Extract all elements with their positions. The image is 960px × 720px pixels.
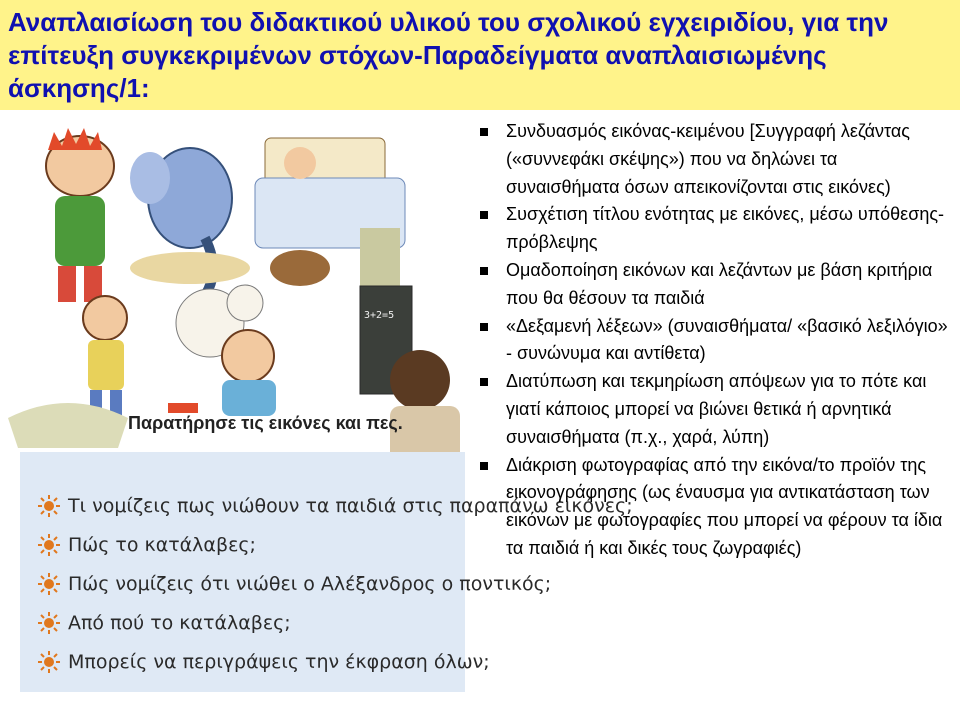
title-line: Αναπλαισίωση του διδακτικού υλικού του σχολικού εγχειριδίου, για την (8, 7, 889, 37)
bullet-item: Ομαδοποίηση εικόνων και λεζάντων με βάση κριτήρια που θα θέσουν τα παιδιά (474, 257, 952, 313)
bed-scene (255, 138, 405, 288)
sad-child-figure (83, 296, 127, 418)
bullet-list (474, 118, 952, 563)
sun-icon (38, 495, 60, 517)
illustration-caption: Παρατήρησε τις εικόνες και πες. (128, 413, 403, 433)
bullet-item: Συσχέτιση τίτλου ενότητας με εικόνες, μέσω υπόθεσης-πρόβλεψης (474, 201, 952, 257)
question-item (38, 564, 633, 603)
bullet-item: Διατύπωση και τεκμηρίωση απόψεων για το πότε και γιατί κάποιος μπορεί να βιώνει θετικά ή αρνητικά συναισθήματα (π.χ., χαρά, λύπη) (474, 368, 952, 451)
chalkboard-text: 3+2=5 (364, 310, 395, 321)
question-text: Τι νομίζεις πως νιώθουν τα παιδιά στις παραπάνω εικόνες; (68, 494, 633, 517)
elephant-toy-figure (130, 148, 250, 308)
bullet-item: Συνδυασμός εικόνας-κειμένου [Συγγραφή λεζάντας («συννεφάκι σκέψης») που να δηλώνει τα συναισθήματα όσων απεικονίζονται στις εικόνες) (474, 118, 952, 201)
question-item (38, 642, 633, 681)
slide-title (8, 6, 952, 105)
bullet-item: «Δεξαμενή λέξεων» (συναισθήματα/ «βασικό λεξιλόγιο» - συνώνυμα και αντίθετα) (474, 313, 952, 369)
question-text: Πώς το κατάλαβες; (68, 533, 256, 556)
question-item (38, 603, 633, 642)
title-line: άσκησης/1: (8, 73, 150, 103)
angry-child-figure (46, 128, 114, 302)
sun-icon (38, 573, 60, 595)
question-text: Μπορείς να περιγράψεις την έκφραση όλων; (68, 650, 490, 673)
title-line: επίτευξη συγκεκριμένων στόχων-Παραδείγματα αναπλαισιωμένης (8, 40, 827, 70)
sun-icon (38, 534, 60, 556)
question-text: Πώς νομίζεις ότι νιώθει ο Αλέξανδρος ο ποντικός; (68, 572, 552, 595)
sun-icon (38, 612, 60, 634)
sun-icon (38, 651, 60, 673)
question-text: Από πού το κατάλαβες; (68, 611, 291, 634)
bullet-item: Διάκριση φωτογραφίας από την εικόνα/το προϊόν της εικονογράφησης (ως έναυσμα για αντικατάσταση των εικόνων με φωτογραφίες που μπορεί να φέρουν τα ίδια τα παιδιά ή και δικές τους ζωγραφιές) (474, 452, 952, 563)
chalkboard (356, 278, 416, 388)
